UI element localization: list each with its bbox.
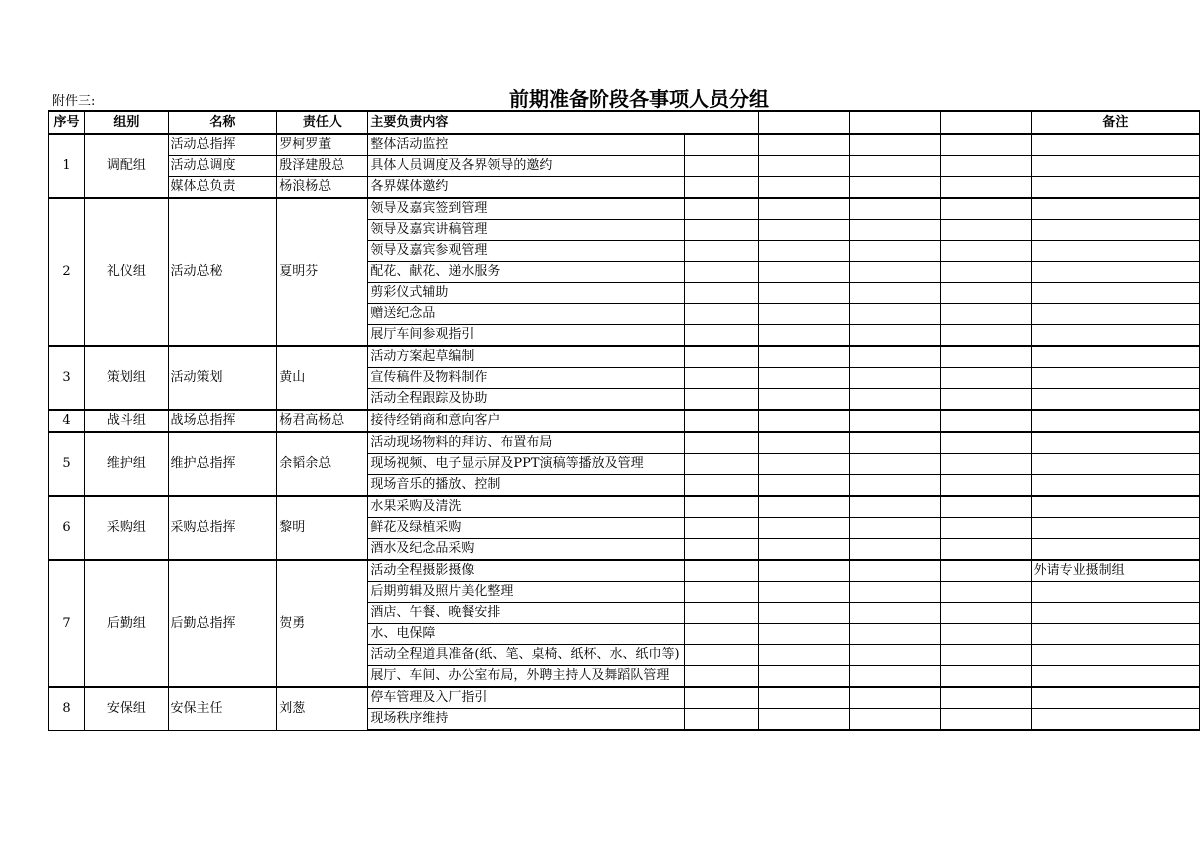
remark-cell xyxy=(1031,645,1199,666)
duty-text: 停车管理及入厂指引 xyxy=(370,690,488,705)
blank-cell xyxy=(758,220,849,241)
duty-cell xyxy=(368,454,684,475)
duty-text: 现场秩序维持 xyxy=(370,711,449,726)
duty-cell xyxy=(368,368,684,389)
blank-cell xyxy=(941,368,1031,389)
remark-cell xyxy=(1031,134,1199,156)
blank-cell xyxy=(684,603,758,624)
table-row xyxy=(49,496,1200,518)
blank-cell xyxy=(941,241,1031,262)
blank-cell xyxy=(684,432,758,454)
remark-cell xyxy=(1031,603,1199,624)
role-name: 活动策划 xyxy=(168,346,277,410)
remark-cell xyxy=(1031,624,1199,645)
remark-cell xyxy=(1031,177,1199,199)
role-name: 采购总指挥 xyxy=(168,496,277,560)
remark-cell xyxy=(1031,220,1199,241)
blank-cell xyxy=(850,304,941,325)
blank-cell xyxy=(758,687,849,709)
blank-cell xyxy=(684,496,758,518)
duty-text: 领导及嘉宾讲稿管理 xyxy=(370,222,488,237)
blank-cell xyxy=(684,156,758,177)
table-row xyxy=(49,198,1200,220)
table-row xyxy=(49,410,1200,432)
blank-cell xyxy=(684,454,758,475)
remark-cell xyxy=(1031,156,1199,177)
blank-cell xyxy=(684,666,758,688)
blank-cell xyxy=(684,518,758,539)
remark-cell xyxy=(1031,262,1199,283)
header-row xyxy=(49,111,1200,134)
duty-cell xyxy=(368,432,684,454)
duty-cell xyxy=(368,304,684,325)
duty-cell xyxy=(368,603,684,624)
blank-cell xyxy=(758,582,849,603)
blank-cell xyxy=(850,368,941,389)
blank-cell xyxy=(850,624,941,645)
blank-cell xyxy=(684,410,758,432)
owner-name: 贺勇 xyxy=(277,560,368,687)
blank-cell xyxy=(850,325,941,347)
blank-cell xyxy=(684,346,758,368)
header-name: 名称 xyxy=(168,111,277,134)
blank-cell xyxy=(684,389,758,411)
blank-cell xyxy=(684,368,758,389)
blank-cell xyxy=(758,283,849,304)
blank-cell xyxy=(941,156,1031,177)
blank-cell xyxy=(758,368,849,389)
blank-cell xyxy=(941,262,1031,283)
header-no: 序号 xyxy=(49,111,85,134)
duty-text: 整体活动监控 xyxy=(370,137,449,152)
blank-cell xyxy=(941,325,1031,347)
blank-cell xyxy=(941,177,1031,199)
blank-cell xyxy=(758,346,849,368)
blank-cell xyxy=(758,518,849,539)
blank-cell xyxy=(850,645,941,666)
table-row xyxy=(49,346,1200,368)
blank-cell xyxy=(941,475,1031,497)
blank-cell xyxy=(850,134,941,156)
owner-name: 黎明 xyxy=(277,496,368,560)
blank-cell xyxy=(758,454,849,475)
blank-cell xyxy=(941,134,1031,156)
duty-text: 活动方案起草编制 xyxy=(370,349,475,364)
duty-text: 展厅车间参观指引 xyxy=(370,327,475,342)
blank-cell xyxy=(758,603,849,624)
blank-cell xyxy=(684,177,758,199)
header-remark: 备注 xyxy=(1031,111,1199,134)
group-name: 调配组 xyxy=(85,134,168,198)
group-no: 3 xyxy=(49,346,85,410)
remark-cell xyxy=(1031,304,1199,325)
blank-cell xyxy=(758,325,849,347)
blank-cell xyxy=(941,198,1031,220)
blank-cell xyxy=(758,177,849,199)
blank-cell xyxy=(941,666,1031,688)
blank-cell xyxy=(758,496,849,518)
blank-cell xyxy=(850,432,941,454)
blank-cell xyxy=(850,539,941,561)
staff-group-table xyxy=(48,110,1200,731)
blank-cell xyxy=(850,454,941,475)
blank-cell xyxy=(850,220,941,241)
blank-cell xyxy=(941,539,1031,561)
blank-cell xyxy=(850,709,941,731)
owner-name: 杨君高杨总 xyxy=(277,410,368,432)
blank-cell xyxy=(758,241,849,262)
blank-cell xyxy=(684,687,758,709)
duty-cell xyxy=(368,134,684,156)
duty-cell xyxy=(368,346,684,368)
remark-cell xyxy=(1031,666,1199,688)
remark-cell xyxy=(1031,198,1199,220)
role-name: 维护总指挥 xyxy=(168,432,277,496)
duty-cell xyxy=(368,156,684,177)
blank-cell xyxy=(941,389,1031,411)
blank-cell xyxy=(758,709,849,731)
duty-text: 宣传稿件及物料制作 xyxy=(370,370,488,385)
blank-cell xyxy=(850,389,941,411)
duty-text: 剪彩仪式辅助 xyxy=(370,285,449,300)
duty-text: 水、电保障 xyxy=(370,626,436,641)
remark-cell xyxy=(1031,709,1199,731)
table-row xyxy=(49,177,1200,199)
blank-cell xyxy=(684,539,758,561)
table-row xyxy=(49,560,1200,582)
remark-cell xyxy=(1031,518,1199,539)
duty-text: 酒水及纪念品采购 xyxy=(370,541,475,556)
blank-cell xyxy=(941,304,1031,325)
duty-cell xyxy=(368,518,684,539)
blank-cell xyxy=(758,304,849,325)
duty-text: 领导及嘉宾参观管理 xyxy=(370,243,488,258)
remark-cell xyxy=(1031,410,1199,432)
duty-cell xyxy=(368,220,684,241)
blank-cell xyxy=(941,518,1031,539)
header-owner: 责任人 xyxy=(277,111,368,134)
blank-cell xyxy=(684,283,758,304)
duty-text: 活动现场物料的拜访、布置布局 xyxy=(370,435,553,450)
duty-text: 活动全程摄影摄像 xyxy=(370,563,475,578)
group-name: 采购组 xyxy=(85,496,168,560)
blank-cell xyxy=(758,432,849,454)
group-name: 后勤组 xyxy=(85,560,168,687)
duty-cell xyxy=(368,687,684,709)
blank-cell xyxy=(941,432,1031,454)
duty-text: 活动全程道具准备(纸、笔、桌椅、纸杯、水、纸巾等) xyxy=(370,647,680,662)
blank-cell xyxy=(758,624,849,645)
header-group: 组别 xyxy=(85,111,168,134)
duty-cell xyxy=(368,325,684,347)
blank-cell xyxy=(684,560,758,582)
blank-cell xyxy=(850,518,941,539)
blank-cell xyxy=(758,198,849,220)
blank-cell xyxy=(850,687,941,709)
remark-cell xyxy=(1031,432,1199,454)
remark-cell xyxy=(1031,582,1199,603)
role-name: 活动总调度 xyxy=(168,156,277,177)
duty-text: 配花、献花、递水服务 xyxy=(370,264,501,279)
blank-cell xyxy=(684,475,758,497)
blank-cell xyxy=(941,454,1031,475)
blank-cell xyxy=(684,304,758,325)
duty-cell xyxy=(368,539,684,561)
owner-name: 刘葱 xyxy=(277,687,368,730)
blank-cell xyxy=(758,539,849,561)
owner-name: 余韬余总 xyxy=(277,432,368,496)
table-row xyxy=(49,134,1200,156)
duty-cell xyxy=(368,283,684,304)
blank-cell xyxy=(850,666,941,688)
duty-text: 展厅、车间、办公室布局，外聘主持人及舞蹈队管理 xyxy=(370,668,670,683)
remark-cell xyxy=(1031,539,1199,561)
blank-cell xyxy=(941,603,1031,624)
role-name: 活动总指挥 xyxy=(168,134,277,156)
blank-cell xyxy=(941,346,1031,368)
blank-cell xyxy=(684,582,758,603)
duty-cell xyxy=(368,410,684,432)
blank-cell xyxy=(850,156,941,177)
blank-cell xyxy=(758,560,849,582)
blank-cell xyxy=(684,624,758,645)
blank-cell xyxy=(850,283,941,304)
blank-cell xyxy=(758,262,849,283)
duty-cell xyxy=(368,198,684,220)
remark-cell xyxy=(1031,368,1199,389)
remark-cell xyxy=(1031,475,1199,497)
blank-cell xyxy=(850,582,941,603)
duty-cell xyxy=(368,645,684,666)
owner-name: 殷泽建殷总 xyxy=(277,156,368,177)
remark-cell: 外请专业摄制组 xyxy=(1031,560,1199,582)
header-blank xyxy=(941,111,1031,134)
group-name: 礼仪组 xyxy=(85,198,168,346)
table-row xyxy=(49,432,1200,454)
group-no: 7 xyxy=(49,560,85,687)
duty-text: 现场音乐的播放、控制 xyxy=(370,477,501,492)
blank-cell xyxy=(850,346,941,368)
owner-name: 黄山 xyxy=(277,346,368,410)
group-no: 8 xyxy=(49,687,85,730)
duty-cell xyxy=(368,241,684,262)
duty-cell xyxy=(368,177,684,199)
role-name: 后勤总指挥 xyxy=(168,560,277,687)
duty-cell xyxy=(368,262,684,283)
blank-cell xyxy=(684,198,758,220)
owner-name: 杨浪杨总 xyxy=(277,177,368,199)
owner-name: 夏明芬 xyxy=(277,198,368,346)
blank-cell xyxy=(941,645,1031,666)
remark-cell xyxy=(1031,241,1199,262)
blank-cell xyxy=(850,241,941,262)
attachment-label: 附件三: xyxy=(52,94,96,109)
remark-cell xyxy=(1031,454,1199,475)
group-no: 6 xyxy=(49,496,85,560)
duty-text: 各界媒体邀约 xyxy=(370,179,449,194)
group-no: 2 xyxy=(49,198,85,346)
blank-cell xyxy=(684,134,758,156)
duty-text: 酒店、午餐、晚餐安排 xyxy=(370,605,501,620)
owner-name: 罗柯罗董 xyxy=(277,134,368,156)
duty-text: 赠送纪念品 xyxy=(370,306,436,321)
role-name: 安保主任 xyxy=(168,687,277,730)
table-row xyxy=(49,156,1200,177)
blank-cell xyxy=(758,156,849,177)
remark-cell xyxy=(1031,687,1199,709)
group-name: 安保组 xyxy=(85,687,168,730)
remark-cell xyxy=(1031,496,1199,518)
blank-cell xyxy=(850,560,941,582)
duty-text: 水果采购及清洗 xyxy=(370,499,462,514)
blank-cell xyxy=(850,475,941,497)
blank-cell xyxy=(850,603,941,624)
blank-cell xyxy=(684,220,758,241)
blank-cell xyxy=(850,410,941,432)
blank-cell xyxy=(941,283,1031,304)
duty-text: 接待经销商和意向客户 xyxy=(370,413,501,428)
page-title: 前期准备阶段各事项人员分组 xyxy=(509,87,769,111)
blank-cell xyxy=(684,241,758,262)
duty-text: 现场视频、电子显示屏及PPT演稿等播放及管理 xyxy=(370,456,644,471)
duty-cell xyxy=(368,709,684,731)
duty-cell xyxy=(368,389,684,411)
blank-cell xyxy=(684,645,758,666)
blank-cell xyxy=(684,709,758,731)
duty-cell xyxy=(368,624,684,645)
blank-cell xyxy=(941,410,1031,432)
blank-cell xyxy=(850,177,941,199)
duty-text: 领导及嘉宾签到管理 xyxy=(370,201,488,216)
blank-cell xyxy=(941,496,1031,518)
blank-cell xyxy=(758,410,849,432)
group-no: 4 xyxy=(49,410,85,432)
role-name: 战场总指挥 xyxy=(168,410,277,432)
group-name: 战斗组 xyxy=(85,410,168,432)
blank-cell xyxy=(758,475,849,497)
header-duties: 主要负责内容 xyxy=(368,111,684,134)
blank-cell xyxy=(941,624,1031,645)
blank-cell xyxy=(941,582,1031,603)
group-name: 维护组 xyxy=(85,432,168,496)
header-blank xyxy=(684,111,758,134)
role-name: 媒体总负责 xyxy=(168,177,277,199)
duty-text: 鲜花及绿植采购 xyxy=(370,520,462,535)
header-blank xyxy=(850,111,941,134)
blank-cell xyxy=(850,198,941,220)
role-name: 活动总秘 xyxy=(168,198,277,346)
remark-cell xyxy=(1031,325,1199,347)
group-no: 1 xyxy=(49,134,85,198)
blank-cell xyxy=(941,220,1031,241)
blank-cell xyxy=(758,134,849,156)
group-no: 5 xyxy=(49,432,85,496)
group-name: 策划组 xyxy=(85,346,168,410)
blank-cell xyxy=(684,325,758,347)
remark-cell xyxy=(1031,389,1199,411)
blank-cell xyxy=(684,262,758,283)
duty-text: 后期剪辑及照片美化整理 xyxy=(370,584,514,599)
blank-cell xyxy=(850,496,941,518)
blank-cell xyxy=(758,389,849,411)
blank-cell xyxy=(758,645,849,666)
duty-cell xyxy=(368,666,684,688)
duty-cell xyxy=(368,560,684,582)
blank-cell xyxy=(850,262,941,283)
duty-cell xyxy=(368,582,684,603)
duty-text: 活动全程跟踪及协助 xyxy=(370,391,488,406)
blank-cell xyxy=(758,666,849,688)
duty-cell xyxy=(368,475,684,497)
blank-cell xyxy=(941,709,1031,731)
blank-cell xyxy=(941,560,1031,582)
duty-cell xyxy=(368,496,684,518)
header-blank xyxy=(758,111,849,134)
blank-cell xyxy=(941,687,1031,709)
duty-text: 具体人员调度及各界领导的邀约 xyxy=(370,158,553,173)
remark-cell xyxy=(1031,283,1199,304)
table-body xyxy=(49,134,1200,730)
table-row xyxy=(49,687,1200,709)
remark-cell xyxy=(1031,346,1199,368)
